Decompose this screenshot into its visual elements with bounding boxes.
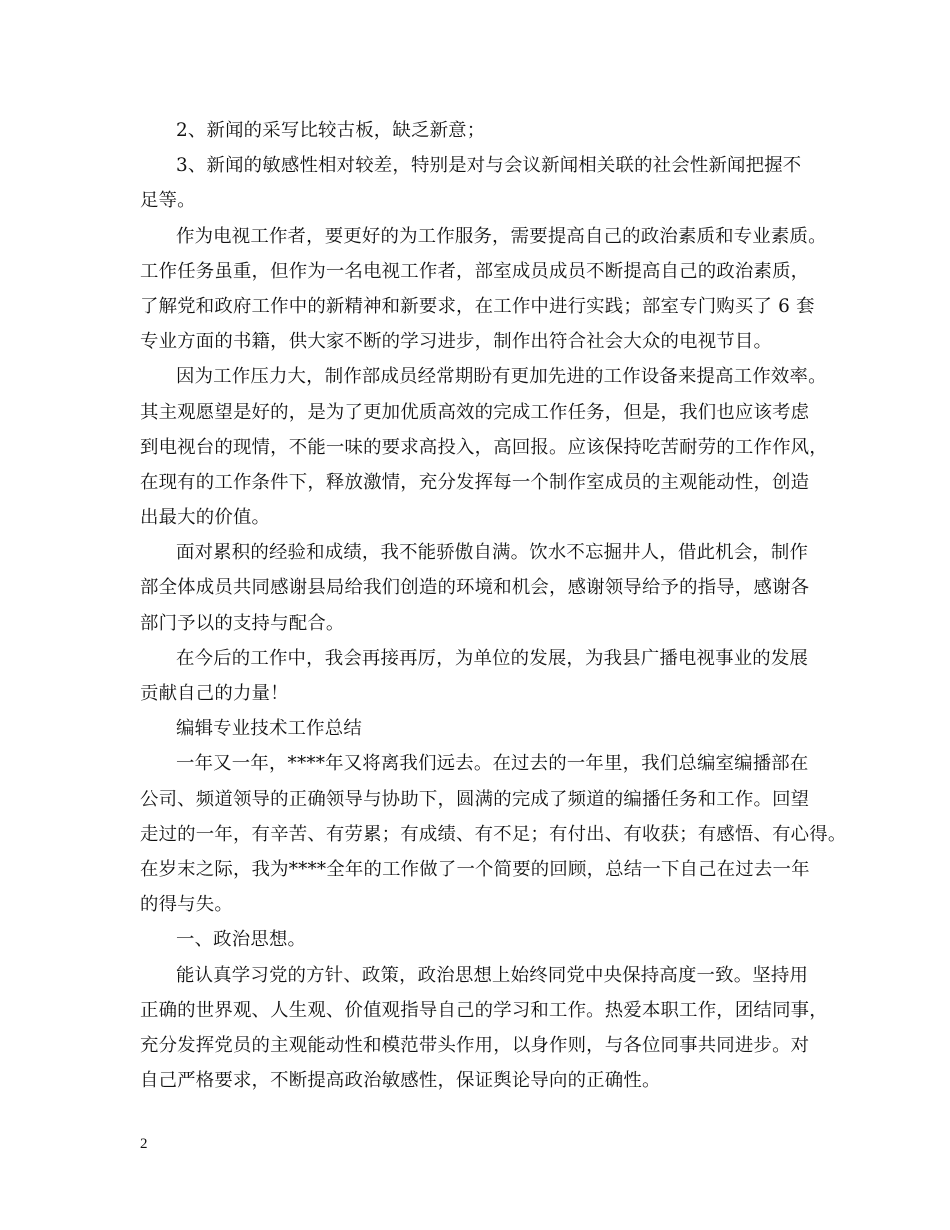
text-line: 在今后的工作中，我会再接再厉，为单位的发展，为我县广播电视事业的发展 — [176, 647, 809, 669]
text-line: 在现有的工作条件下，释放激情，充分发挥每一个制作室成员的主观能动性，创造 — [140, 471, 810, 493]
text-line: 其主观愿望是好的，是为了更加优质高效的完成工作任务，但是，我们也应该考虑 — [140, 401, 810, 423]
text-line: 足等。 — [140, 190, 196, 212]
text-line: 能认真学习党的方针、政策，政治思想上始终同党中央保持高度一致。坚持用 — [176, 964, 809, 986]
section-heading: 一、政治思想。 — [176, 929, 307, 951]
text-line: 专业方面的书籍，供大家不断的学习进步，制作出符合社会大众的电视节目。 — [140, 331, 773, 353]
text-line: 充分发挥党员的主观能动性和模范带头作用，以身作则，与各位同事共同进步。对 — [140, 1034, 810, 1056]
text-line: 走过的一年，有辛苦、有劳累；有成绩、有不足；有付出、有收获；有感悟、有心得。 — [140, 823, 847, 845]
text-line: 正确的世界观、人生观、价值观指导自己的学习和工作。热爱本职工作，团结同事， — [140, 999, 828, 1021]
text-line: 在岁末之际，我为****全年的工作做了一个简要的回顾，总结一下自己在过去一年 — [140, 858, 810, 880]
text-line: 面对累积的经验和成绩，我不能骄傲自满。饮水不忘掘井人，借此机会，制作 — [176, 542, 809, 564]
text-line: 部门予以的支持与配合。 — [140, 612, 345, 634]
page-number: 2 — [140, 1136, 148, 1152]
text-line: 作为电视工作者，要更好的为工作服务，需要提高自己的政治素质和专业素质。 — [176, 225, 827, 247]
text-line: 2、新闻的采写比较古板，缺乏新意； — [176, 120, 486, 141]
body-text — [140, 113, 847, 1098]
section-heading: 编辑专业技术工作总结 — [176, 718, 362, 740]
text-line: 到电视台的现情，不能一味的要求高投入，高回报。应该保持吃苦耐劳的工作作风， — [140, 436, 828, 458]
text-line: 贡献自己的力量！ — [140, 683, 289, 704]
text-line: 部全体成员共同感谢县局给我们创造的环境和机会，感谢领导给予的指导，感谢各 — [140, 577, 810, 599]
text-line: 出最大的价值。 — [140, 507, 271, 529]
text-line: 一年又一年，****年又将离我们远去。在过去的一年里，我们总编室编播部在 — [176, 753, 809, 775]
text-line: 了解党和政府工作中的新精神和新要求，在工作中进行实践；部室专门购买了 6 套 — [140, 295, 815, 317]
text-line: 3、新闻的敏感性相对较差，特别是对与会议新闻相关联的社会性新闻把握不 — [176, 155, 802, 177]
text-line: 的得与失。 — [140, 894, 233, 916]
text-line: 自己严格要求，不断提高政治敏感性，保证舆论导向的正确性。 — [140, 1070, 661, 1092]
text-line: 工作任务虽重，但作为一名电视工作者，部室成员成员不断提高自己的政治素质， — [140, 260, 810, 282]
text-line: 公司、频道领导的正确领导与协助下，圆满的完成了频道的编播任务和工作。回望 — [140, 788, 810, 810]
text-line: 因为工作压力大，制作部成员经常期盼有更加先进的工作设备来提高工作效率。 — [176, 366, 827, 388]
